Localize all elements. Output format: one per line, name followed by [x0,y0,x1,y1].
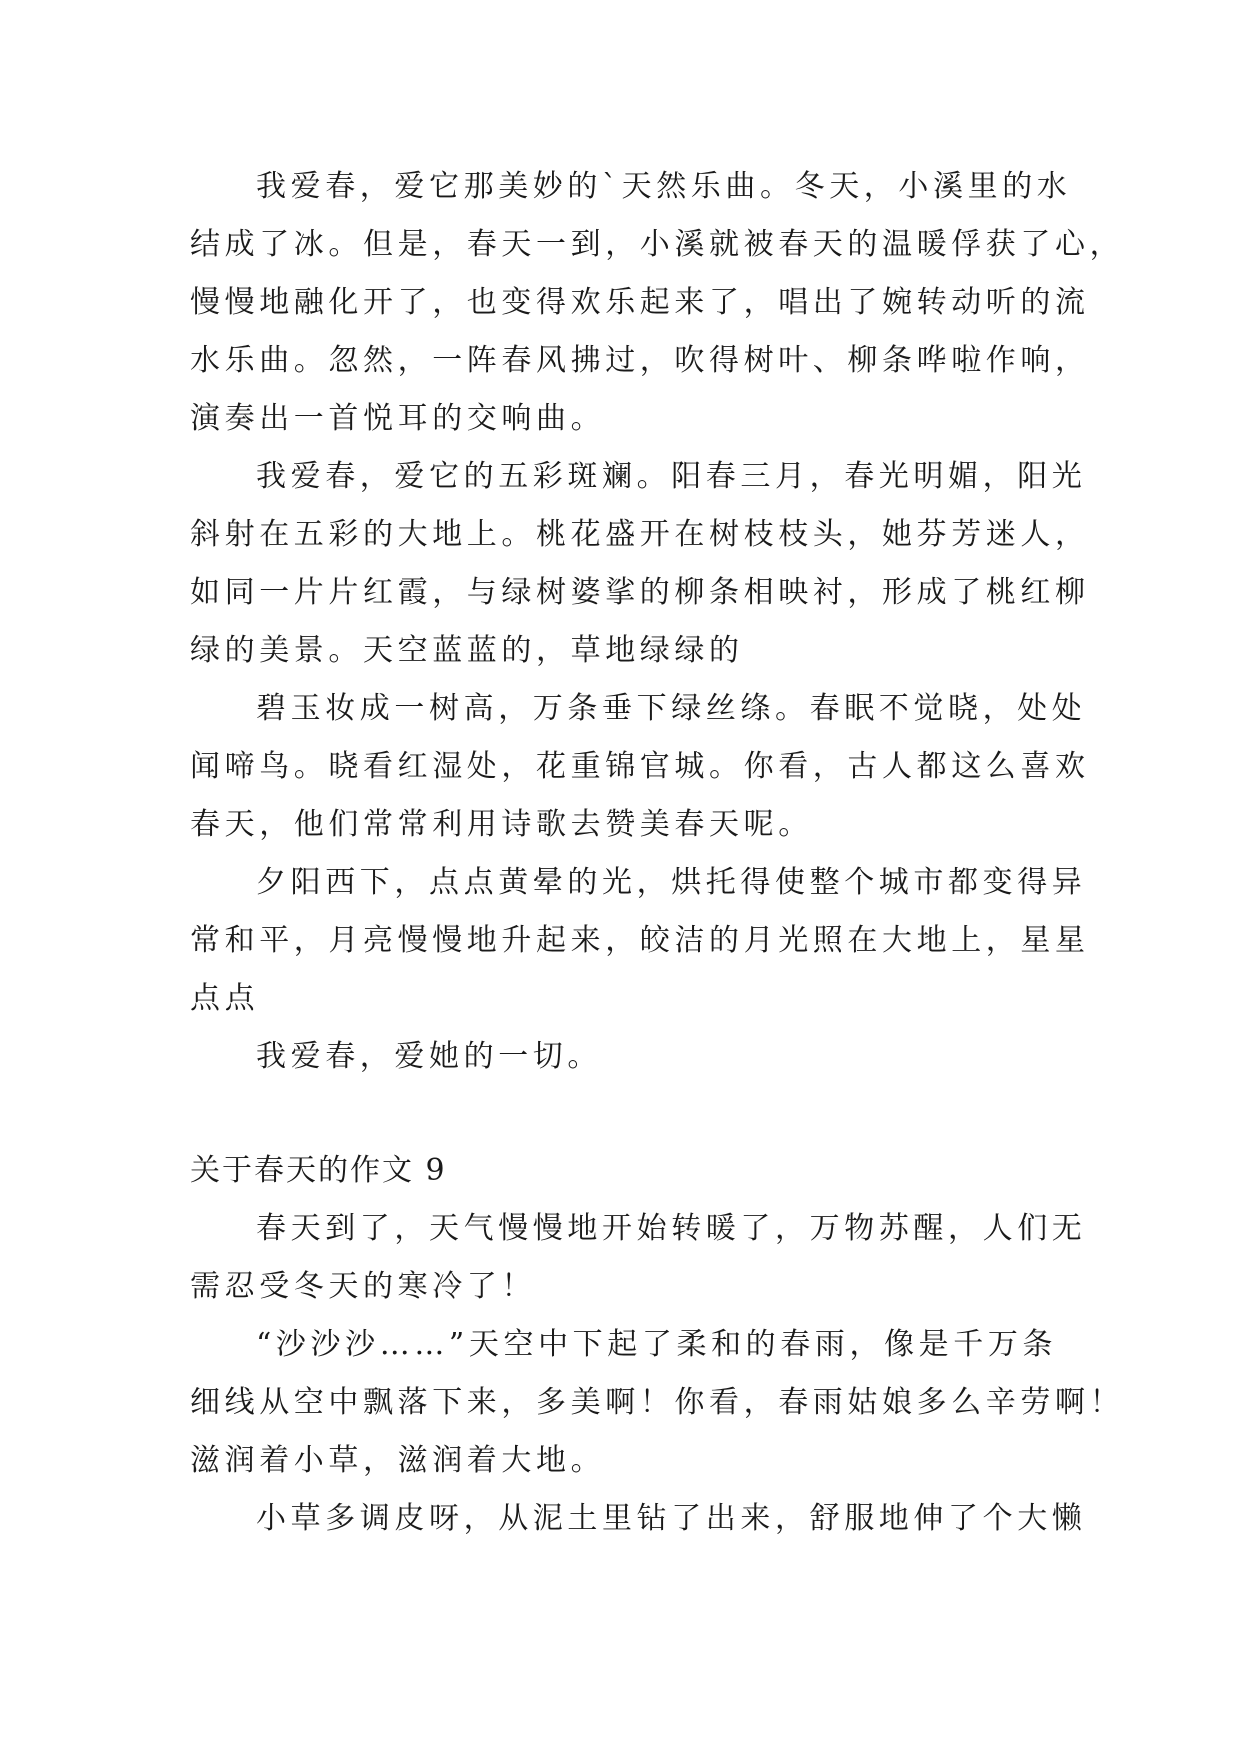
document-page [190,158,1125,1548]
text-line: 需忍受冬天的寒冷了！ [190,1269,536,1304]
text-line: 演奏出一首悦耳的交响曲。 [190,401,606,436]
text-line: 斜射在五彩的大地上。桃花盛开在树枝枝头，她芬芳迷人， [190,517,1090,552]
text-line: 点点 [190,981,260,1016]
text-line: 闻啼鸟。晓看红湿处，花重锦官城。你看，古人都这么喜欢 [190,749,1090,784]
text-line: 我爱春，爱它那美妙的`天然乐曲。冬天，小溪里的水 [256,169,1072,204]
text-line: 慢慢地融化开了，也变得欢乐起来了，唱出了婉转动听的流 [190,285,1090,320]
text-line: 夕阳西下，点点黄晕的光，烘托得使整个城市都变得异 [256,865,1087,900]
text-line: 绿的美景。天空蓝蓝的，草地绿绿的 [190,633,744,668]
text-line: 常和平，月亮慢慢地升起来，皎洁的月光照在大地上，星星 [190,923,1090,958]
text-line: 结成了冰。但是，春天一到，小溪就被春天的温暖俘获了心， [190,227,1125,262]
text-line: 如同一片片红霞，与绿树婆挲的柳条相映衬，形成了桃红柳 [190,575,1090,610]
text-line: 我爱春，爱它的五彩斑斓。阳春三月，春光明媚，阳光 [256,459,1087,494]
text-line: “沙沙沙……”天空中下起了柔和的春雨，像是千万条 [256,1327,1058,1362]
text-line: 春天到了，天气慢慢地开始转暖了，万物苏醒，人们无 [256,1211,1087,1246]
text-line: 春天，他们常常利用诗歌去赞美春天呢。 [190,807,813,842]
section-gap [190,1086,1060,1142]
text-line: 我爱春，爱她的一切。 [256,1039,602,1074]
text-line: 碧玉妆成一树高，万条垂下绿丝绦。春眠不觉晓，处处 [256,691,1087,726]
text-line: 小草多调皮呀，从泥土里钻了出来，舒服地伸了个大懒 [256,1501,1087,1536]
text-line: 水乐曲。忽然，一阵春风拂过，吹得树叶、柳条哗啦作响， [190,343,1090,378]
section-heading: 关于春天的作文 9 [190,1153,447,1188]
text-line: 滋润着小草，滋润着大地。 [190,1443,606,1478]
text-line: 细线从空中飘落下来，多美啊！你看，春雨姑娘多么辛劳啊！ [190,1385,1125,1420]
